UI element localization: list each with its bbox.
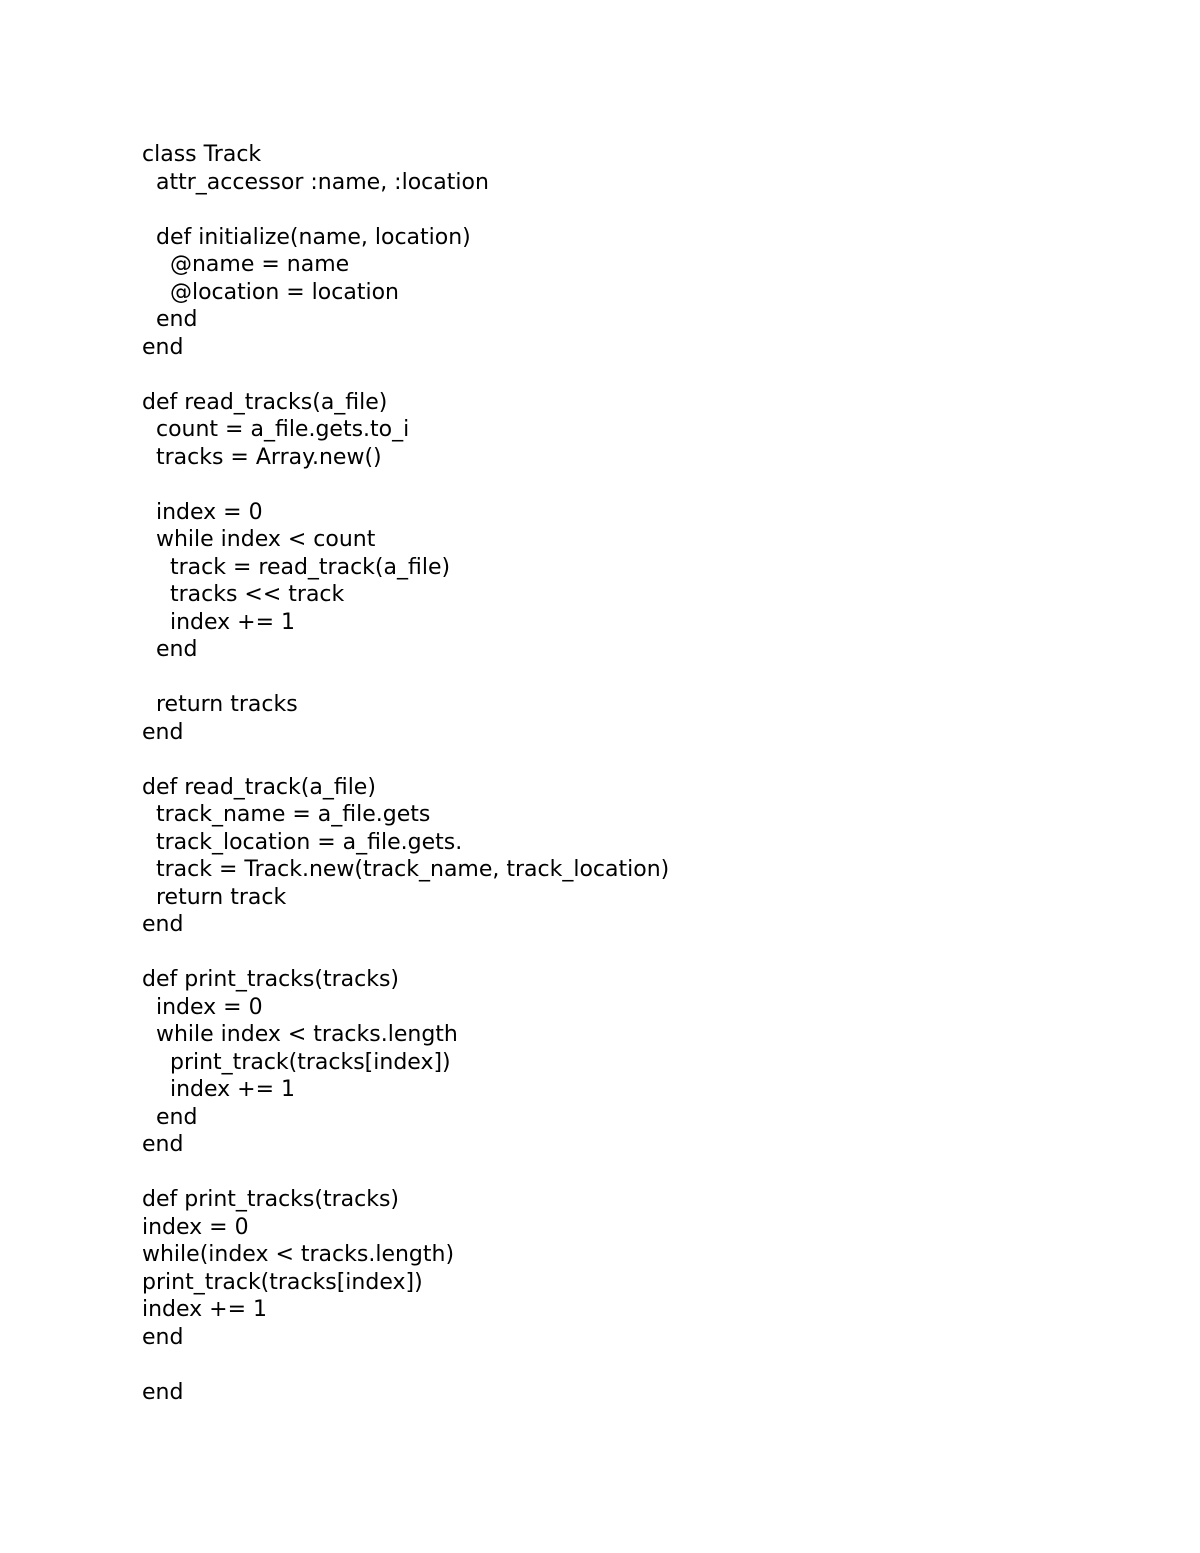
code-line bbox=[142, 939, 1102, 967]
code-line: index += 1 bbox=[142, 1297, 268, 1322]
code-line: index = 0 bbox=[142, 1214, 249, 1240]
code-line: track_name = a_file.gets bbox=[142, 802, 431, 827]
code-line: class Track bbox=[142, 142, 262, 167]
code-line: while index < tracks.length bbox=[142, 1022, 458, 1047]
code-line: count = a_file.gets.to_i bbox=[142, 417, 410, 442]
code-listing bbox=[142, 141, 1102, 1406]
code-line: end bbox=[142, 1104, 198, 1130]
code-line: end bbox=[142, 1132, 184, 1157]
code-line: end bbox=[142, 1324, 184, 1350]
code-line: end bbox=[142, 912, 184, 937]
code-line: @location = location bbox=[142, 279, 399, 305]
code-line: index += 1 bbox=[142, 609, 296, 635]
code-line bbox=[142, 1159, 1102, 1187]
code-line bbox=[142, 664, 1102, 692]
code-line bbox=[142, 361, 1102, 389]
code-line: def print_tracks(tracks) bbox=[142, 967, 399, 992]
code-line: def print_tracks(tracks) bbox=[142, 1187, 399, 1212]
code-line: track = read_track(a_file) bbox=[142, 554, 451, 580]
code-line: end bbox=[142, 637, 198, 662]
code-line: index = 0 bbox=[142, 994, 263, 1020]
code-line: track = Track.new(track_name, track_location) bbox=[142, 857, 670, 882]
code-line bbox=[142, 746, 1102, 774]
code-line bbox=[142, 196, 1102, 224]
code-line: def read_tracks(a_file) bbox=[142, 389, 388, 415]
code-line: return tracks bbox=[142, 692, 298, 717]
code-line: print_track(tracks[index]) bbox=[142, 1049, 451, 1075]
code-line: end bbox=[142, 334, 184, 360]
code-line bbox=[142, 471, 1102, 499]
code-line: @name = name bbox=[142, 252, 350, 277]
code-line: tracks = Array.new() bbox=[142, 444, 382, 470]
code-line: print_track(tracks[index]) bbox=[142, 1269, 423, 1295]
code-line: end bbox=[142, 1379, 184, 1405]
code-line: def read_track(a_file) bbox=[142, 774, 376, 800]
code-line: end bbox=[142, 719, 184, 745]
code-line bbox=[142, 1351, 1102, 1379]
code-line: tracks << track bbox=[142, 582, 345, 607]
code-line: index = 0 bbox=[142, 499, 263, 525]
code-line: attr_accessor :name, :location bbox=[142, 169, 489, 195]
code-line: track_location = a_file.gets. bbox=[142, 829, 463, 855]
code-line: end bbox=[142, 307, 198, 332]
code-line: def initialize(name, location) bbox=[142, 224, 471, 250]
code-line: index += 1 bbox=[142, 1077, 296, 1102]
code-line: while index < count bbox=[142, 527, 376, 552]
code-line: while(index < tracks.length) bbox=[142, 1242, 455, 1267]
code-line: return track bbox=[142, 884, 287, 910]
